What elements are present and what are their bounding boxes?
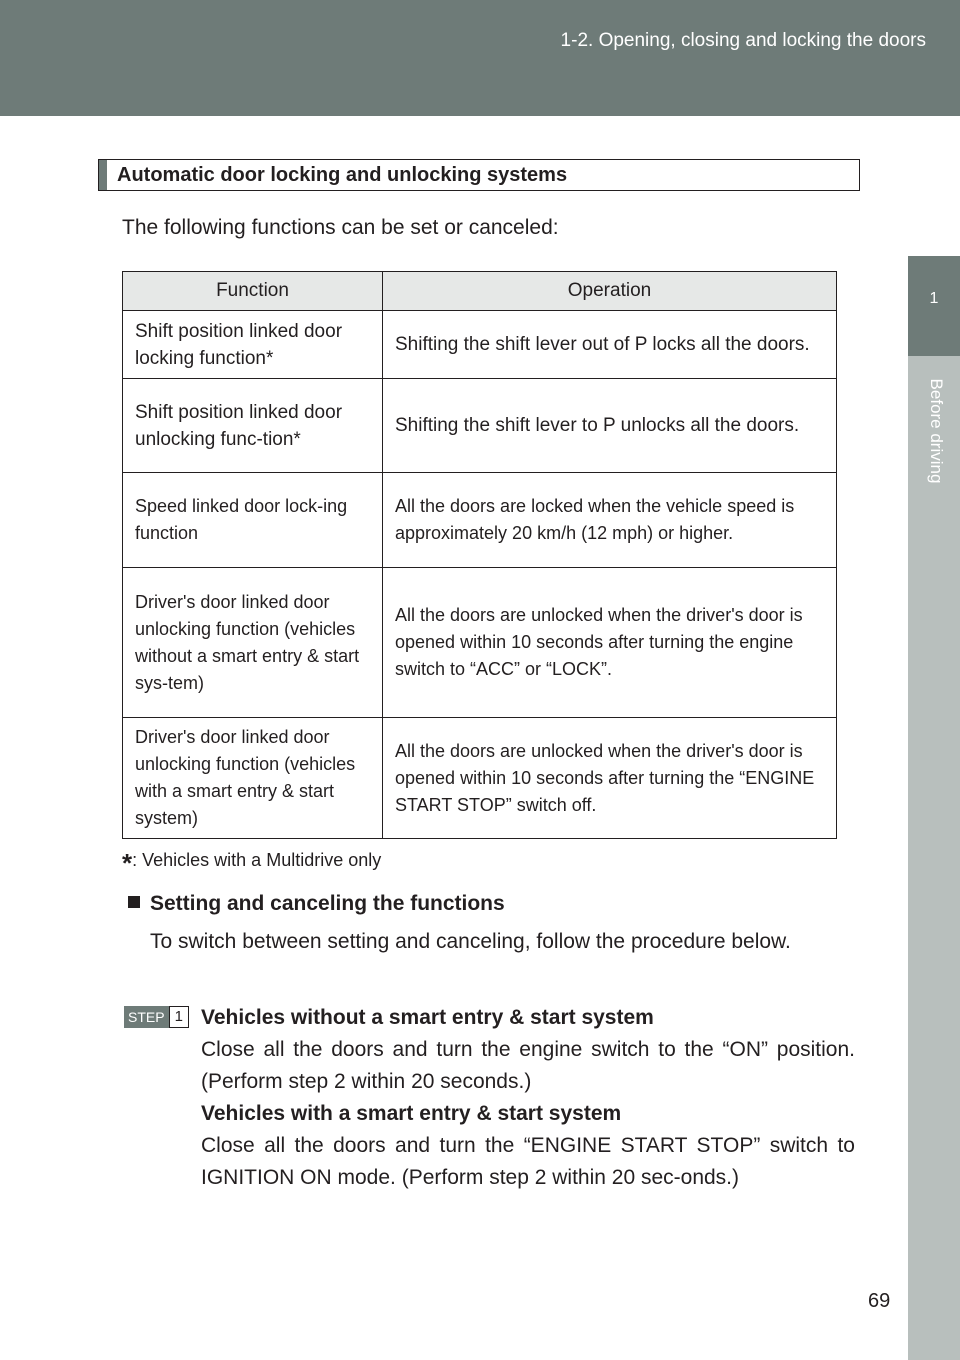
operation-cell: Shifting the shift lever out of P locks all the doors. [383,311,837,379]
subheading [128,892,505,916]
chapter-tab [908,256,960,356]
footnote-mark: * [122,848,133,878]
function-cell: Shift position linked door unlocking func-tion* [123,379,383,473]
procedure-paragraph: To switch between setting and canceling, follow the procedure below. [150,930,791,953]
operation-cell: Shifting the shift lever to P unlocks all the doors. [383,379,837,473]
chapter-rail [908,356,960,1360]
function-cell: Speed linked door lock-ing function [123,473,383,568]
table-header-row [123,272,837,311]
intro-text: The following functions can be set or canceled: [122,216,559,239]
chapter-label: Before driving [927,378,946,484]
section-title: 1-2. Opening, closing and locking the doors [560,30,926,51]
operation-cell: All the doors are unlocked when the driver's door is opened within 10 seconds after turning the engine switch to “ACC” or “LOCK”. [383,568,837,718]
step-heading-smart-entry: Vehicles with a smart entry & start system [201,1102,622,1125]
step-label: STEP [124,1006,169,1028]
table-row [123,311,837,379]
subheading-text: Setting and canceling the functions [150,892,505,915]
step-number: 1 [169,1006,189,1028]
step-heading-no-smart-entry: Vehicles without a smart entry & start system [201,1006,654,1029]
column-header-operation: Operation [383,272,837,311]
step-text-no-smart-entry: Close all the doors and turn the engine switch to the “ON” position. (Perform step 2 within 20 seconds.) [201,1038,855,1093]
table-row [123,568,837,718]
table-row [123,473,837,568]
step-content [201,1002,855,1194]
function-cell: Driver's door linked door unlocking function (vehicles with a smart entry & start system) [123,718,383,839]
footnote-text: : Vehicles with a Multidrive only [132,850,382,870]
function-cell: Shift position linked door locking function* [123,311,383,379]
section-heading-text: Automatic door locking and unlocking systems [117,164,568,186]
chapter-number: 1 [929,290,939,307]
function-cell: Driver's door linked door unlocking function (vehicles without a smart entry & start sys-tem) [123,568,383,718]
footnote [122,848,381,879]
step-text-smart-entry: Close all the doors and turn the “ENGINE START STOP” switch to IGNITION ON mode. (Perform step 2 within 20 sec-onds.) [201,1134,855,1189]
section-heading [98,159,860,191]
table-row [123,379,837,473]
operation-cell: All the doors are locked when the vehicle speed is approximately 20 km/h (12 mph) or higher. [383,473,837,568]
header-band [0,0,960,116]
functions-table [122,271,837,839]
column-header-function: Function [123,272,383,311]
page-number: 69 [868,1290,891,1312]
square-bullet-icon [128,896,140,908]
table-row [123,718,837,839]
heading-accent-bar [99,160,107,190]
operation-cell: All the doors are unlocked when the driver's door is opened within 10 seconds after turning the “ENGINE START STOP” switch off. [383,718,837,839]
step-badge [124,1006,189,1028]
